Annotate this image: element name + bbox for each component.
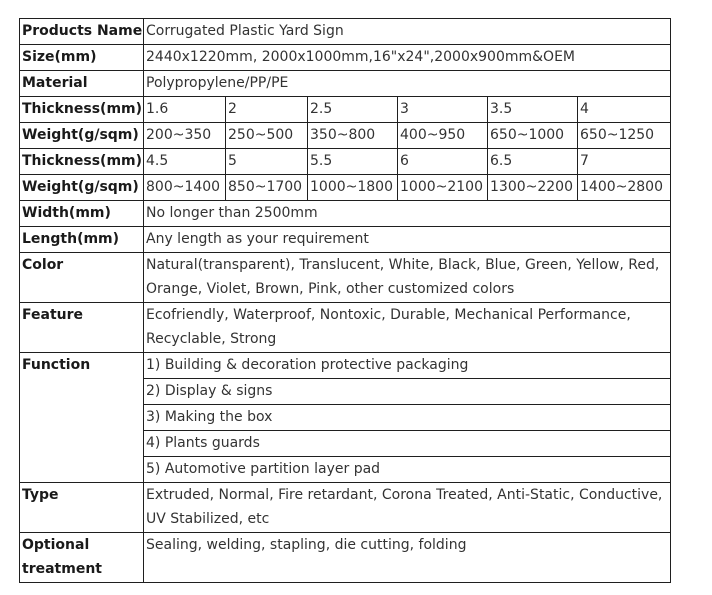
weight-cell: 650~1250 (578, 123, 671, 149)
row-products-name (20, 19, 671, 45)
label-products-name: Products Name (20, 19, 144, 45)
row-feature (20, 303, 671, 353)
row-thickness-1 (20, 97, 671, 123)
thickness-cell: 6 (398, 149, 488, 175)
weight-cell: 200~350 (144, 123, 226, 149)
thickness-cell: 5 (226, 149, 308, 175)
weight-cell: 650~1000 (488, 123, 578, 149)
label-material: Material (20, 71, 144, 97)
label-type: Type (20, 483, 144, 533)
label-width: Width(mm) (20, 201, 144, 227)
row-function (20, 353, 671, 379)
weight-cell: 350~800 (308, 123, 398, 149)
row-optional-treatment (20, 533, 671, 583)
function-item: 3) Making the box (144, 405, 671, 431)
value-width: No longer than 2500mm (144, 201, 671, 227)
row-width (20, 201, 671, 227)
function-item: 5) Automotive partition layer pad (144, 457, 671, 483)
thickness-cell: 4.5 (144, 149, 226, 175)
row-length (20, 227, 671, 253)
product-spec-table (19, 18, 671, 583)
value-type: Extruded, Normal, Fire retardant, Corona Treated, Anti-Static, Conductive, UV Stabilized, etc (144, 483, 671, 533)
row-type (20, 483, 671, 533)
label-function: Function (20, 353, 144, 483)
value-material: Polypropylene/PP/PE (144, 71, 671, 97)
row-color (20, 253, 671, 303)
weight-cell: 800~1400 (144, 175, 226, 201)
value-size: 2440x1220mm, 2000x1000mm,16"x24",2000x900mm&OEM (144, 45, 671, 71)
weight-cell: 1300~2200 (488, 175, 578, 201)
value-feature: Ecofriendly, Waterproof, Nontoxic, Durable, Mechanical Performance, Recyclable, Strong (144, 303, 671, 353)
label-feature: Feature (20, 303, 144, 353)
label-weight: Weight(g/sqm) (20, 123, 144, 149)
value-optional-treatment: Sealing, welding, stapling, die cutting, folding (144, 533, 671, 583)
row-size (20, 45, 671, 71)
label-thickness: Thickness(mm) (20, 149, 144, 175)
label-color: Color (20, 253, 144, 303)
thickness-cell: 7 (578, 149, 671, 175)
weight-cell: 400~950 (398, 123, 488, 149)
weight-cell: 1000~1800 (308, 175, 398, 201)
thickness-cell: 2 (226, 97, 308, 123)
thickness-cell: 4 (578, 97, 671, 123)
weight-cell: 1400~2800 (578, 175, 671, 201)
thickness-cell: 5.5 (308, 149, 398, 175)
weight-cell: 850~1700 (226, 175, 308, 201)
row-weight-2 (20, 175, 671, 201)
label-thickness: Thickness(mm) (20, 97, 144, 123)
row-thickness-2 (20, 149, 671, 175)
thickness-cell: 3.5 (488, 97, 578, 123)
row-weight-1 (20, 123, 671, 149)
label-size: Size(mm) (20, 45, 144, 71)
label-weight: Weight(g/sqm) (20, 175, 144, 201)
function-item: 4) Plants guards (144, 431, 671, 457)
thickness-cell: 1.6 (144, 97, 226, 123)
thickness-cell: 2.5 (308, 97, 398, 123)
thickness-cell: 6.5 (488, 149, 578, 175)
weight-cell: 1000~2100 (398, 175, 488, 201)
label-optional-treatment: Optional treatment (20, 533, 144, 583)
function-item: 1) Building & decoration protective packaging (144, 353, 671, 379)
row-material (20, 71, 671, 97)
value-length: Any length as your requirement (144, 227, 671, 253)
weight-cell: 250~500 (226, 123, 308, 149)
value-color: Natural(transparent), Translucent, White, Black, Blue, Green, Yellow, Red, Orange, Violet, Brown, Pink, other customized colors (144, 253, 671, 303)
thickness-cell: 3 (398, 97, 488, 123)
label-length: Length(mm) (20, 227, 144, 253)
function-item: 2) Display & signs (144, 379, 671, 405)
value-products-name: Corrugated Plastic Yard Sign (144, 19, 671, 45)
